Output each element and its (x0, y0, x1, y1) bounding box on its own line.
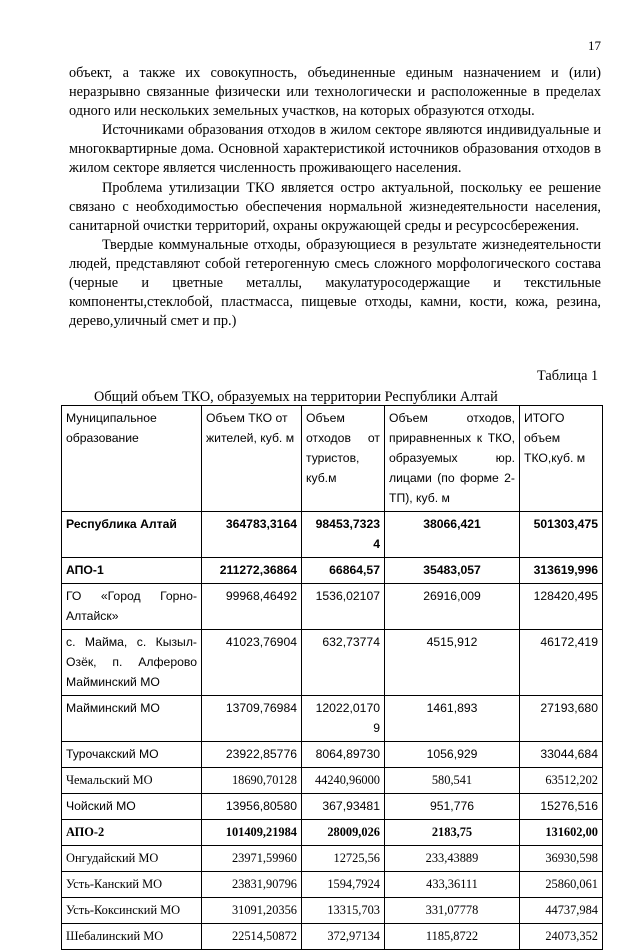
legal-entities-volume-cell: 1056,929 (385, 742, 520, 768)
municipality-cell: АПО-1 (62, 558, 202, 584)
total-volume-cell: 44737,984 (520, 898, 603, 924)
municipality-cell: Турочакский МО (62, 742, 202, 768)
legal-entities-volume-cell: 26916,009 (385, 584, 520, 630)
table-row (62, 742, 603, 768)
total-volume-cell: 46172,419 (520, 630, 603, 696)
municipality-cell: с. Майма, с. Кызыл-Озёк, п. Алферово Майминский МО (62, 630, 202, 696)
municipality-cell: ГО «Город Горно-Алтайск» (62, 584, 202, 630)
tourists-volume-cell: 13315,703 (302, 898, 385, 924)
table-row (62, 898, 603, 924)
table-row (62, 846, 603, 872)
tourists-volume-cell: 98453,7323 4 (302, 512, 385, 558)
table-row (62, 584, 603, 630)
legal-entities-volume-cell: 1185,8722 (385, 924, 520, 950)
header-cell-residents: Объем ТКО от жителей, куб. м (202, 406, 302, 512)
header-cell-total: ИТОГО объем ТКО,куб. м (520, 406, 603, 512)
tourists-volume-cell: 66864,57 (302, 558, 385, 584)
header-cell-tourists: Объем отходов от туристов, куб.м (302, 406, 385, 512)
legal-entities-volume-cell: 2183,75 (385, 820, 520, 846)
total-volume-cell: 36930,598 (520, 846, 603, 872)
table-row (62, 872, 603, 898)
municipality-cell: Майминский МО (62, 696, 202, 742)
municipality-cell: Республика Алтай (62, 512, 202, 558)
table-row (62, 794, 603, 820)
residents-volume-cell: 22514,50872 (202, 924, 302, 950)
legal-entities-volume-cell: 35483,057 (385, 558, 520, 584)
tourists-volume-cell: 1594,7924 (302, 872, 385, 898)
legal-entities-volume-cell: 331,07778 (385, 898, 520, 924)
tourists-volume-cell: 8064,89730 (302, 742, 385, 768)
paragraph: объект, а также их совокупность, объединенные единым назначением и (или) неразрывно связанные физически или технологически и расположенные в пределах одного или нескольких земельных участков, на которых образуются отходы. (69, 65, 601, 120)
table-row (62, 820, 603, 846)
header-cell-municipality: Муниципальное образование (62, 406, 202, 512)
page-number: 17 (588, 38, 601, 53)
residents-volume-cell: 364783,3164 (202, 512, 302, 558)
table-row (62, 924, 603, 950)
total-volume-cell: 63512,202 (520, 768, 603, 794)
tourists-volume-cell: 28009,026 (302, 820, 385, 846)
legal-entities-volume-cell: 1461,893 (385, 696, 520, 742)
table-row (62, 558, 603, 584)
total-volume-cell: 131602,00 (520, 820, 603, 846)
legal-entities-volume-cell: 38066,421 (385, 512, 520, 558)
municipality-cell: Чойский МО (62, 794, 202, 820)
total-volume-cell: 313619,996 (520, 558, 603, 584)
total-volume-cell: 27193,680 (520, 696, 603, 742)
table-row (62, 630, 603, 696)
residents-volume-cell: 101409,21984 (202, 820, 302, 846)
municipality-cell: АПО-2 (62, 820, 202, 846)
table-caption: Общий объем ТКО, образуемых на территории Республики Алтай (94, 389, 498, 405)
residents-volume-cell: 99968,46492 (202, 584, 302, 630)
waste-volume-table (61, 405, 603, 950)
municipality-cell: Онгудайский МО (62, 846, 202, 872)
tourists-volume-cell: 1536,02107 (302, 584, 385, 630)
residents-volume-cell: 23971,59960 (202, 846, 302, 872)
legal-entities-volume-cell: 951,776 (385, 794, 520, 820)
residents-volume-cell: 18690,70128 (202, 768, 302, 794)
tourists-volume-cell: 44240,96000 (302, 768, 385, 794)
residents-volume-cell: 23831,90796 (202, 872, 302, 898)
table-number-label: Таблица 1 (537, 368, 599, 384)
total-volume-cell: 501303,475 (520, 512, 603, 558)
municipality-cell: Шебалинский МО (62, 924, 202, 950)
total-volume-cell: 24073,352 (520, 924, 603, 950)
tourists-volume-cell: 372,97134 (302, 924, 385, 950)
residents-volume-cell: 13956,80580 (202, 794, 302, 820)
tourists-volume-cell: 367,93481 (302, 794, 385, 820)
total-volume-cell: 33044,684 (520, 742, 603, 768)
residents-volume-cell: 13709,76984 (202, 696, 302, 742)
tourists-volume-cell: 632,73774 (302, 630, 385, 696)
total-volume-cell: 128420,495 (520, 584, 603, 630)
residents-volume-cell: 23922,85776 (202, 742, 302, 768)
legal-entities-volume-cell: 4515,912 (385, 630, 520, 696)
legal-entities-volume-cell: 233,43889 (385, 846, 520, 872)
total-volume-cell: 15276,516 (520, 794, 603, 820)
tourists-volume-cell: 12725,56 (302, 846, 385, 872)
municipality-cell: Усть-Коксинский МО (62, 898, 202, 924)
table-row (62, 768, 603, 794)
header-cell-legal-entities: Объем отходов, приравненных к ТКО, образуемых юр. лицами (по форме 2-ТП), куб. м (385, 406, 520, 512)
residents-volume-cell: 41023,76904 (202, 630, 302, 696)
body-text (69, 64, 601, 331)
legal-entities-volume-cell: 433,36111 (385, 872, 520, 898)
paragraph: Проблема утилизации ТКО является остро актуальной, поскольку ее решение связано с необходимостью обеспечения нормальной жизнедеятельности населения, санитарной очистки территорий, охраны окружающей среды и ресурсосбережения. (69, 179, 601, 234)
municipality-cell: Чемальский МО (62, 768, 202, 794)
paragraph: Источниками образования отходов в жилом секторе являются индивидуальные и многоквартирные дома. Основной характеристикой источников образования отходов в жилом секторе является численность проживающего населения. (69, 122, 601, 177)
total-volume-cell: 25860,061 (520, 872, 603, 898)
table-row (62, 512, 603, 558)
paragraph: Твердые коммунальные отходы, образующиеся в результате жизнедеятельности людей, представляют собой гетерогенную смесь сложного морфологического состава (черные и цветные металлы, макулатуросодержащие и текстильные компоненты,стеклобой, пластмасса, пищевые отходы, камни, кости, кожа, резина, дерево,уличный смет и пр.) (69, 236, 601, 330)
residents-volume-cell: 31091,20356 (202, 898, 302, 924)
residents-volume-cell: 211272,36864 (202, 558, 302, 584)
municipality-cell: Усть-Канский МО (62, 872, 202, 898)
table-header-row (62, 406, 603, 512)
legal-entities-volume-cell: 580,541 (385, 768, 520, 794)
table-row (62, 696, 603, 742)
tourists-volume-cell: 12022,0170 9 (302, 696, 385, 742)
